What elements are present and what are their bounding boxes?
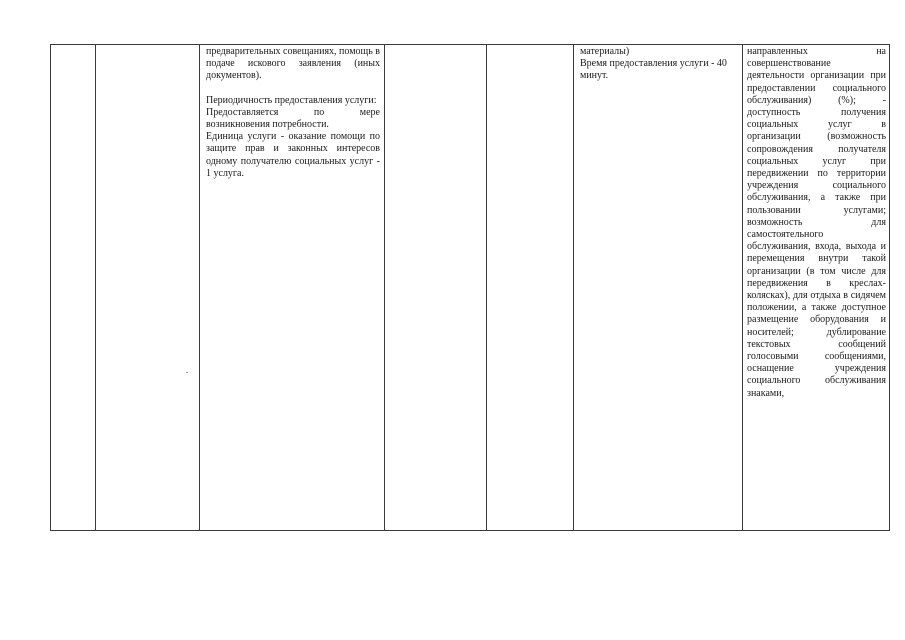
conditions-paragraph-1: материалы) xyxy=(580,46,630,57)
indicators-text: направленных на совершенствование деятельности организации при предоставлении социального обслуживания) (%); - доступность получения социальных услуг в организации (возможность сопровождения получателя социальных услуг при передвижении по территории учреждения социального обслуживания, а также при пользовании услугами; возможность для самостоятельного обслуживания, входа, выхода и перемещения внутри такой организации (в том числе для передвижения в креслах-колясках), для отдыха в сидячем положении, а также доступное размещение оборудования и носителей; дублирование текстовых сообщений голосовыми сообщениями, оснащение учреждения социального обслуживания знаками, xyxy=(747,46,886,399)
table-cell-number xyxy=(51,45,96,531)
description-paragraph-4: Единица услуги - оказание помощи по защите прав и законных интересов одному получателю социальных услуг - 1 услуга. xyxy=(206,131,380,179)
description-paragraph-3: Предоставляется по мере возникновения потребности. xyxy=(206,106,380,131)
table-cell-empty-4 xyxy=(385,45,487,531)
scan-speck xyxy=(186,372,188,373)
table-cell-service-description xyxy=(200,45,385,531)
description-paragraph-2: Периодичность предоставления услуги: xyxy=(206,94,377,106)
conditions-paragraph-2: Время предоставления услуги - 40 минут. xyxy=(580,58,727,82)
table-cell-quality-indicators xyxy=(743,45,890,531)
description-paragraph-1: предварительных совещаниях, помощь в подаче искового заявления (иных документов). xyxy=(206,46,381,82)
table-cell-empty-5 xyxy=(487,45,574,531)
table-cell-service-name xyxy=(96,45,200,531)
table-row xyxy=(51,45,890,531)
services-table xyxy=(50,44,890,531)
table-cell-service-conditions xyxy=(574,45,743,531)
